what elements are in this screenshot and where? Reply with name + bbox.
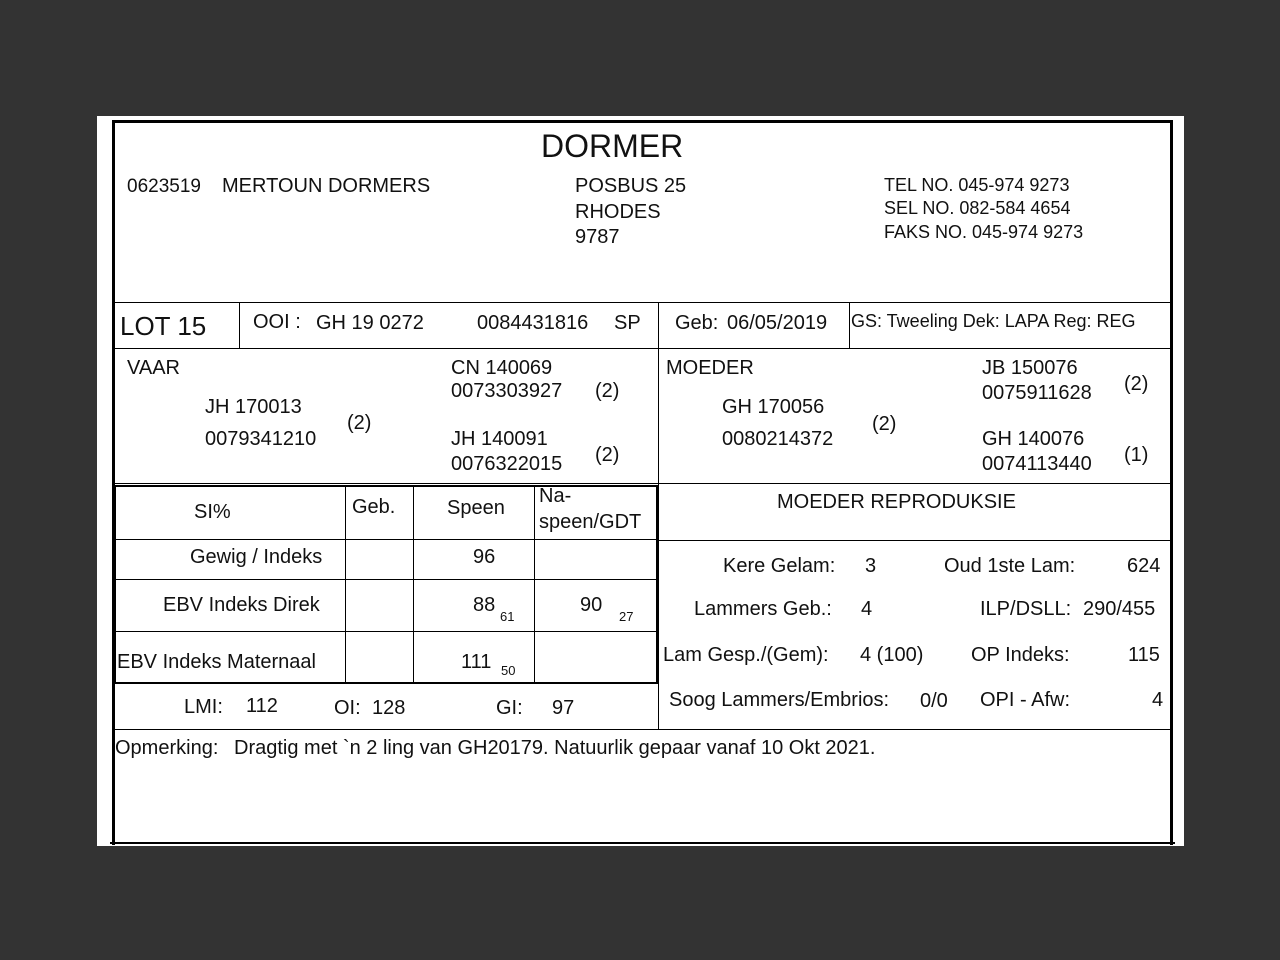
oud-1ste-lam-label: Oud 1ste Lam: (944, 555, 1076, 577)
row-label-ebv-maternaal: EBV Indeks Maternaal (117, 651, 316, 673)
ooi-grade: SP (614, 312, 641, 334)
geb-label: Geb: (675, 312, 719, 334)
lam-gesp-value: 4 (100) (860, 644, 924, 666)
si-column-header: SI% (194, 501, 231, 523)
rule-si-col2 (413, 485, 414, 683)
soog-lammers-label: Soog Lammers/Embrios: (669, 689, 890, 711)
rule-si-col3 (534, 485, 535, 683)
vaar-sire-grade: (2) (595, 380, 620, 402)
lam-gesp-label: Lam Gesp./(Gem): (663, 644, 829, 666)
vaar-grade: (2) (347, 412, 372, 434)
speen-column-header: Speen (447, 497, 505, 519)
op-indeks-value: 115 (1128, 644, 1160, 666)
lammers-geb-label: Lammers Geb.: (694, 598, 832, 620)
moeder-dam-grade: (1) (1124, 444, 1149, 466)
row-label-gewig: Gewig / Indeks (190, 546, 323, 568)
oud-1ste-lam-value: 624 (1127, 555, 1161, 577)
lmi-label: LMI: (184, 696, 223, 718)
rule-pedigree (115, 483, 1173, 484)
rule-lot (115, 348, 1173, 349)
tel-number: TEL NO. 045-974 9273 (884, 175, 1070, 195)
ooi-label: OOI : (253, 311, 301, 333)
lot-card (97, 116, 1184, 846)
rule-si-top (115, 485, 658, 487)
opi-afw-label: OPI - Afw: (980, 689, 1071, 711)
soog-lammers-value: 0/0 (920, 690, 948, 712)
gs-details: GS: Tweeling Dek: LAPA Reg: REG (851, 311, 1136, 331)
address-line-1: POSBUS 25 (575, 175, 687, 197)
remark-label: Opmerking: (115, 737, 219, 759)
vaar-sire-number: 0073303927 (451, 380, 563, 402)
breeder-number: 0623519 (127, 176, 201, 197)
moeder-number: 0080214372 (722, 428, 834, 450)
naspeen-column-header-2: speen/GDT (539, 511, 642, 533)
moeder-sire-number: 0075911628 (982, 382, 1092, 404)
rule-si-col1 (345, 485, 346, 683)
ebv-direk-naspeen-accuracy: 27 (619, 609, 634, 624)
moeder-grade: (2) (872, 413, 897, 435)
rule-si-left (114, 485, 116, 683)
vaar-number: 0079341210 (205, 428, 317, 450)
reproduction-title: MOEDER REPRODUKSIE (777, 491, 1016, 513)
moeder-id: GH 170056 (722, 396, 825, 418)
vaar-dam-grade: (2) (595, 444, 620, 466)
gewig-speen-value: 96 (473, 546, 496, 568)
kere-gelam-value: 3 (865, 555, 877, 577)
lmi-value: 112 (246, 695, 278, 717)
oi-value: 128 (372, 697, 406, 719)
breed-title: DORMER (541, 128, 684, 164)
lammers-geb-value: 4 (861, 598, 873, 620)
ilp-dsll-label: ILP/DSLL: (980, 598, 1072, 620)
remark-text: Dragtig met `n 2 ling van GH20179. Natuurlik gepaar vanaf 10 Okt 2021. (234, 737, 876, 759)
rule-ooi-divider (658, 302, 659, 730)
card-bottom-edge (110, 842, 1175, 844)
vaar-label: VAAR (127, 357, 180, 379)
ebv-direk-naspeen-value: 90 (580, 594, 603, 616)
breeder-name: MERTOUN DORMERS (222, 175, 431, 197)
ilp-dsll-value: 290/455 (1083, 598, 1156, 620)
moeder-dam-id: GH 140076 (982, 428, 1085, 450)
gi-value: 97 (552, 697, 575, 719)
rule-geb-divider (849, 302, 850, 348)
rule-repro-title (658, 540, 1173, 541)
oi-label: OI: (334, 697, 361, 719)
ooi-id: GH 19 0272 (316, 312, 424, 334)
moeder-dam-number: 0074113440 (982, 453, 1092, 475)
row-label-ebv-direk: EBV Indeks Direk (163, 594, 320, 616)
moeder-sire-grade: (2) (1124, 373, 1149, 395)
opi-afw-value: 4 (1152, 689, 1164, 711)
rule-si-header (115, 539, 658, 540)
rule-si-right (656, 485, 658, 683)
geb-date: 06/05/2019 (727, 312, 828, 334)
rule-lot-divider (239, 302, 240, 348)
sel-number: SEL NO. 082-584 4654 (884, 198, 1071, 218)
address-line-2: RHODES (575, 201, 661, 223)
address-line-3: 9787 (575, 226, 620, 248)
rule-remark (115, 729, 1173, 730)
op-indeks-label: OP Indeks: (971, 644, 1070, 666)
ebv-direk-speen-accuracy: 61 (500, 609, 515, 624)
vaar-sire-id: CN 140069 (451, 357, 553, 379)
gi-label: GI: (496, 697, 523, 719)
vaar-dam-number: 0076322015 (451, 453, 563, 475)
moeder-label: MOEDER (666, 357, 754, 379)
moeder-sire-id: JB 150076 (982, 357, 1078, 379)
faks-number: FAKS NO. 045-974 9273 (884, 222, 1084, 242)
geb-column-header: Geb. (352, 496, 396, 518)
naspeen-column-header-1: Na- (539, 485, 572, 507)
ebv-direk-speen-value: 88 (473, 594, 496, 616)
rule-header (115, 302, 1173, 303)
lot-label: LOT 15 (120, 311, 207, 341)
rule-si-row2 (115, 631, 658, 632)
ebv-maternaal-speen-value: 111 (461, 651, 492, 673)
ooi-reg-number: 0084431816 (477, 312, 589, 334)
vaar-id: JH 170013 (205, 396, 302, 418)
kere-gelam-label: Kere Gelam: (723, 555, 836, 577)
ebv-maternaal-speen-accuracy: 50 (501, 663, 516, 678)
rule-si-bottom (115, 682, 658, 684)
rule-si-row1 (115, 579, 658, 580)
vaar-dam-id: JH 140091 (451, 428, 548, 450)
